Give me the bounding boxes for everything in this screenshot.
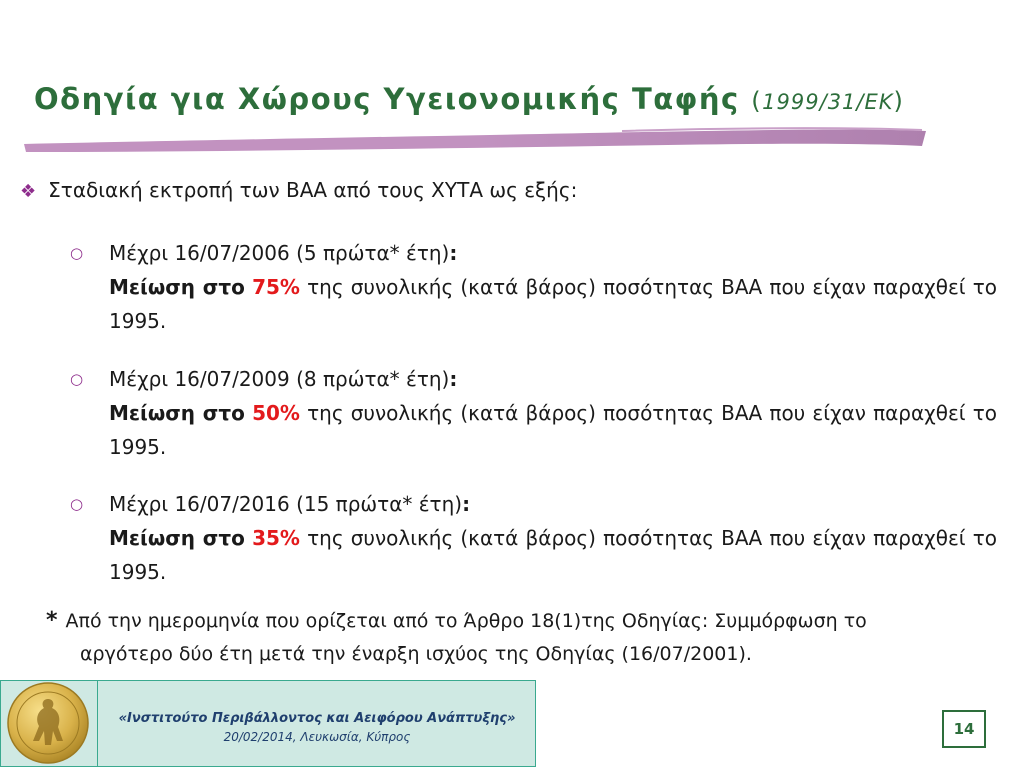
footer-text-panel — [97, 681, 537, 766]
footnote-star: * — [46, 608, 58, 633]
item-heading — [109, 487, 997, 521]
item-description — [109, 270, 997, 338]
footnote — [46, 604, 997, 671]
footer-banner — [0, 680, 536, 767]
intro-text: Σταδιακή εκτροπή των ΒΑΑ από τους ΧΥΤΑ ως εξής: — [48, 178, 578, 202]
hollow-circle-icon: ○ — [70, 370, 84, 388]
list-item — [70, 236, 997, 338]
item-heading-text: Μέχρι 16/07/2009 (8 πρώτα* έτη) — [109, 367, 450, 391]
item-heading-text: Μέχρι 16/07/2006 (5 πρώτα* έτη) — [109, 241, 450, 265]
footnote-line-2: αργότερο δύο έτη μετά την έναρξη ισχύος της Οδηγίας (16/07/2001). — [80, 643, 752, 665]
title-open-paren: ( — [751, 87, 763, 115]
item-heading-text: Μέχρι 16/07/2016 (15 πρώτα* έτη) — [109, 492, 463, 516]
title-main: Οδηγία για Χώρους Υγειονομικής Ταφής — [34, 82, 740, 116]
item-rest-text: της συνολικής (κατά βάρος) ποσότητας ΒΑΑ που είχαν παραχθεί το 1995. — [109, 526, 997, 584]
item-bold-lead: Μείωση στο — [109, 275, 245, 299]
university-seal-logo — [1, 681, 97, 766]
item-description — [109, 521, 997, 589]
title-reference: 1999/31/ΕΚ — [762, 90, 894, 114]
list-item — [70, 362, 997, 464]
date-place: 20/02/2014, Λευκωσία, Κύπρος — [223, 730, 411, 744]
list-item — [70, 487, 997, 589]
item-bold-lead: Μείωση στο — [109, 401, 245, 425]
item-heading-colon: : — [449, 241, 458, 265]
item-heading-colon: : — [449, 367, 458, 391]
item-rest-text: της συνολικής (κατά βάρος) ποσότητας ΒΑΑ που είχαν παραχθεί το 1995. — [109, 275, 997, 333]
logo-panel — [1, 681, 98, 766]
slide-title — [34, 82, 904, 116]
title-underline-brush — [22, 122, 932, 156]
item-description — [109, 396, 997, 464]
item-heading — [109, 362, 997, 396]
footnote-line-1: Από την ημερομηνία που ορίζεται από το Άρθρο 18(1)της Οδηγίας: Συμμόρφωση το — [65, 610, 867, 632]
diamond-cluster-icon: ❖ — [20, 181, 37, 202]
item-percentage: 75% — [252, 275, 300, 299]
title-close-paren: ) — [893, 87, 905, 115]
item-bold-lead: Μείωση στο — [109, 526, 245, 550]
page-number: 14 — [942, 710, 986, 748]
item-percentage: 35% — [252, 526, 300, 550]
item-rest-text: της συνολικής (κατά βάρος) ποσότητας ΒΑΑ που είχαν παραχθεί το 1995. — [109, 401, 997, 459]
institute-name: «Ινστιτούτο Περιβάλλοντος και Αειφόρου Ανάπτυξης» — [118, 711, 516, 726]
item-percentage: 50% — [252, 401, 300, 425]
item-heading — [109, 236, 997, 270]
hollow-circle-icon: ○ — [70, 244, 84, 262]
intro-bullet — [20, 178, 577, 202]
item-heading-colon: : — [462, 492, 471, 516]
hollow-circle-icon: ○ — [70, 495, 84, 513]
